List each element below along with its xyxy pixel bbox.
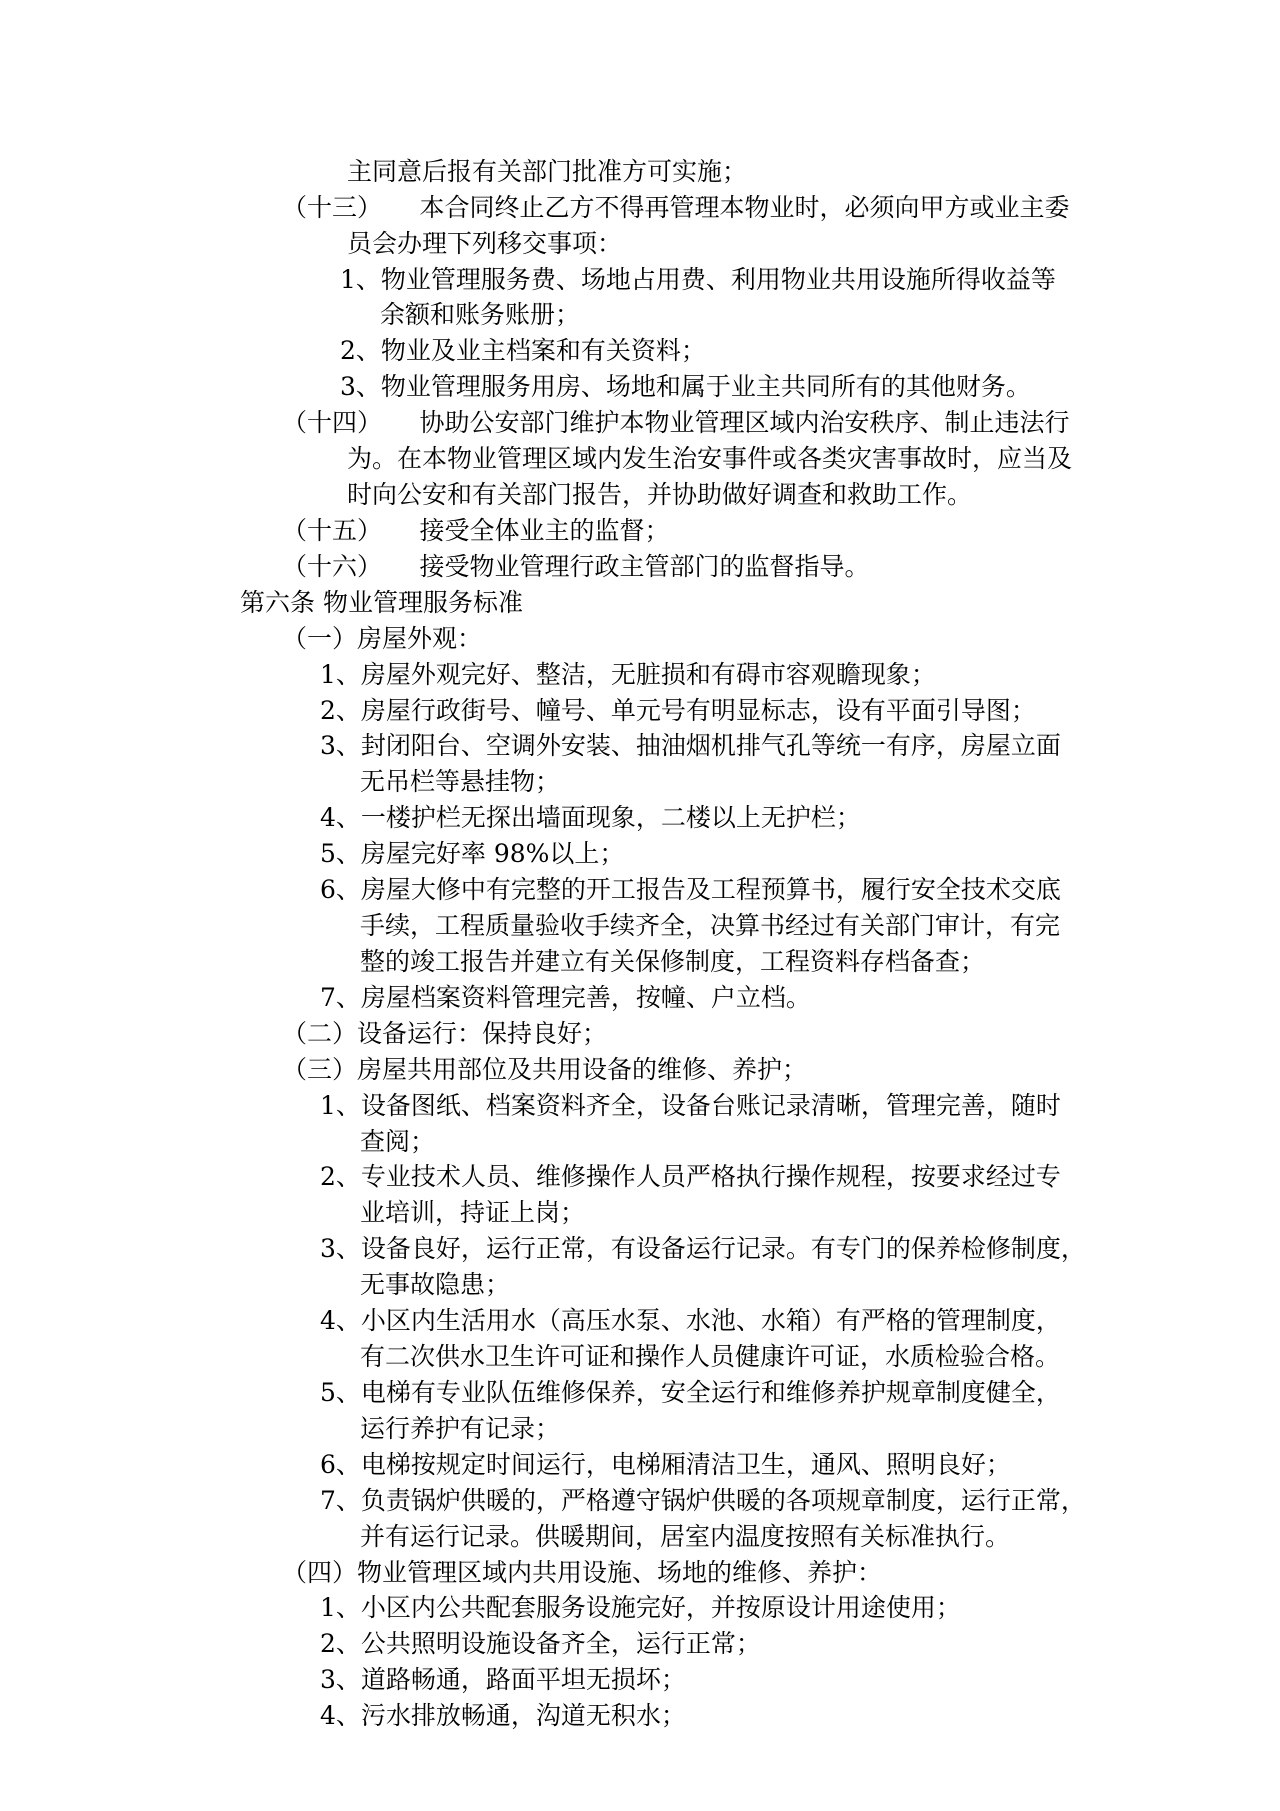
text-line: 运行养护有记录； [360,1414,561,1443]
text-line: 为。在本物业管理区域内发生治安事件或各类灾害事故时，应当及 [347,444,1073,473]
list-item: 3、物业管理服务用房、场地和属于业主共同所有的其他财务。 [340,372,1031,401]
text-line: 余额和账务账册； [380,300,581,329]
clause-heading: （十六） 接受物业管理行政主管部门的监督指导。 [282,552,870,581]
text-line: 查阅； [360,1127,436,1156]
list-item: 2、物业及业主档案和有关资料； [340,336,706,365]
clause-heading: （十五） 接受全体业主的监督； [282,516,670,545]
list-item: 4、一楼护栏无探出墙面现象，二楼以上无护栏； [320,803,861,832]
text-line: 员会办理下列移交事项： [347,229,623,258]
text-line: 手续，工程质量验收手续齐全，决算书经过有关部门审计，有完 [360,911,1061,940]
list-item: 3、设备良好，运行正常，有设备运行记录。有专门的保养检修制度， [320,1234,1086,1263]
list-item: 1、小区内公共配套服务设施完好，并按原设计用途使用； [320,1593,961,1622]
list-item: 6、房屋大修中有完整的开工报告及工程预算书，履行安全技术交底 [320,875,1061,904]
list-item: 2、房屋行政街号、幢号、单元号有明显标志，设有平面引导图； [320,696,1036,725]
list-item: 1、设备图纸、档案资料齐全，设备台账记录清晰，管理完善，随时 [320,1091,1061,1120]
section-heading: （一）房屋外观： [282,624,483,653]
text-line: 无吊栏等悬挂物； [360,767,561,796]
list-item: 1、物业管理服务费、场地占用费、利用物业共用设施所得收益等 [340,265,1056,294]
list-item: 6、电梯按规定时间运行，电梯厢清洁卫生，通风、照明良好； [320,1450,1011,1479]
article-heading: 第六条 物业管理服务标准 [240,588,523,617]
list-item: 5、房屋完好率 98%以上； [320,839,625,868]
list-item: 1、房屋外观完好、整洁，无脏损和有碍市容观瞻现象； [320,660,936,689]
list-item: 3、道路畅通，路面平坦无损坏； [320,1665,686,1694]
clause-heading: （十四） 协助公安部门维护本物业管理区域内治安秩序、制止违法行 [282,408,1070,437]
list-item: 7、负责锅炉供暖的，严格遵守锅炉供暖的各项规章制度，运行正常， [320,1486,1086,1515]
list-item: 5、电梯有专业队伍维修保养，安全运行和维修养护规章制度健全， [320,1378,1061,1407]
list-item: 3、封闭阳台、空调外安装、抽油烟机排气孔等统一有序，房屋立面 [320,731,1061,760]
list-item: 4、小区内生活用水（高压水泵、水池、水箱）有严格的管理制度， [320,1306,1061,1335]
text-line: 主同意后报有关部门批准方可实施； [347,157,748,186]
section-heading: （二）设备运行：保持良好； [282,1019,608,1048]
list-item: 7、房屋档案资料管理完善，按幢、户立档。 [320,983,811,1012]
text-line: 整的竣工报告并建立有关保修制度，工程资料存档备查； [360,947,986,976]
list-item: 2、公共照明设施设备齐全，运行正常； [320,1629,761,1658]
text-line: 无事故隐患； [360,1270,511,1299]
text-line: 时向公安和有关部门报告，并协助做好调查和救助工作。 [347,480,973,509]
list-item: 2、专业技术人员、维修操作人员严格执行操作规程，按要求经过专 [320,1162,1061,1191]
list-item: 4、污水排放畅通，沟道无积水； [320,1701,686,1730]
text-line: 并有运行记录。供暖期间，居室内温度按照有关标准执行。 [360,1522,1011,1551]
section-heading: （三）房屋共用部位及共用设备的维修、养护； [282,1055,808,1084]
text-line: 有二次供水卫生许可证和操作人员健康许可证，水质检验合格。 [360,1342,1061,1371]
clause-heading: （十三） 本合同终止乙方不得再管理本物业时，必须向甲方或业主委 [282,193,1070,222]
text-line: 业培训，持证上岗； [360,1198,586,1227]
section-heading: （四）物业管理区域内共用设施、场地的维修、养护： [282,1558,883,1587]
